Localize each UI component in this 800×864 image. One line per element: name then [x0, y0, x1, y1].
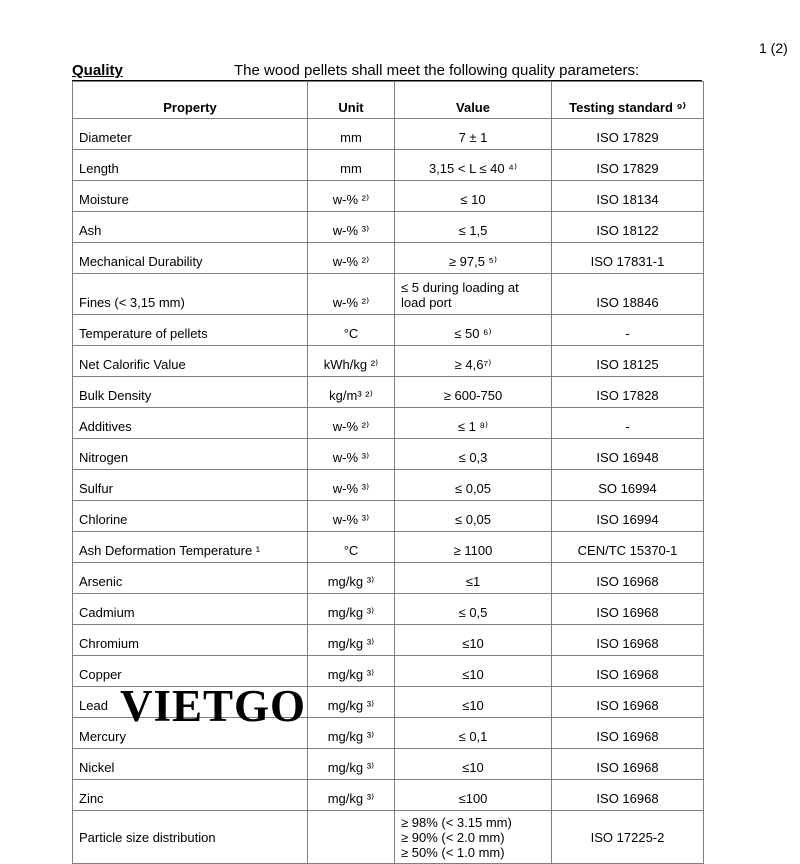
- standard-cell: ISO 16968: [552, 594, 704, 625]
- unit-cell: °C: [308, 315, 395, 346]
- standard-cell: ISO 16968: [552, 780, 704, 811]
- table-header-row: [73, 82, 704, 119]
- standard-cell: ISO 18134: [552, 181, 704, 212]
- value-cell: [395, 274, 552, 315]
- unit-cell: mg/kg ³⁾: [308, 780, 395, 811]
- standard-cell: ISO 16948: [552, 439, 704, 470]
- header-value: Value: [395, 82, 552, 119]
- unit-cell: mg/kg ³⁾: [308, 625, 395, 656]
- value-cell: ≤10: [395, 625, 552, 656]
- property-cell: Lead: [73, 687, 308, 718]
- property-cell: Particle size distribution: [73, 811, 308, 864]
- value-cell: ≤10: [395, 656, 552, 687]
- table-row: [73, 346, 704, 377]
- property-cell: Fines (< 3,15 mm): [73, 274, 308, 315]
- unit-cell: mg/kg ³⁾: [308, 656, 395, 687]
- property-cell: Cadmium: [73, 594, 308, 625]
- value-cell: ≤ 0,05: [395, 470, 552, 501]
- standard-cell: ISO 16968: [552, 563, 704, 594]
- quality-table: [72, 81, 704, 864]
- value-cell: ≥ 97,5 ⁵⁾: [395, 243, 552, 274]
- unit-cell: w-% ²⁾: [308, 408, 395, 439]
- table-row: [73, 532, 704, 563]
- property-cell: Zinc: [73, 780, 308, 811]
- standard-cell: ISO 16968: [552, 687, 704, 718]
- unit-cell: mm: [308, 119, 395, 150]
- standard-cell: ISO 17829: [552, 150, 704, 181]
- property-cell: Net Calorific Value: [73, 346, 308, 377]
- value-cell: ≤ 0,05: [395, 501, 552, 532]
- unit-cell: w-% ³⁾: [308, 501, 395, 532]
- value-cell: ≤ 10: [395, 181, 552, 212]
- unit-cell: mg/kg ³⁾: [308, 594, 395, 625]
- standard-cell: ISO 18846: [552, 274, 704, 315]
- unit-cell: w-% ²⁾: [308, 181, 395, 212]
- property-cell: Bulk Density: [73, 377, 308, 408]
- property-cell: Ash: [73, 212, 308, 243]
- unit-cell: mg/kg ³⁾: [308, 687, 395, 718]
- value-cell: ≥ 1100: [395, 532, 552, 563]
- standard-cell: ISO 16968: [552, 656, 704, 687]
- standard-cell: ISO 17828: [552, 377, 704, 408]
- standard-cell: ISO 17829: [552, 119, 704, 150]
- unit-cell: mg/kg ³⁾: [308, 749, 395, 780]
- property-cell: Moisture: [73, 181, 308, 212]
- standard-cell: ISO 18122: [552, 212, 704, 243]
- header-unit: Unit: [308, 82, 395, 119]
- standard-cell: SO 16994: [552, 470, 704, 501]
- table-row: [73, 470, 704, 501]
- value-cell: ≤ 50 ⁶⁾: [395, 315, 552, 346]
- value-cell: ≥ 600-750: [395, 377, 552, 408]
- standard-cell: ISO 18125: [552, 346, 704, 377]
- unit-cell: mg/kg ³⁾: [308, 563, 395, 594]
- value-line: ≥ 50% (< 1.0 mm): [401, 844, 505, 860]
- value-line: ≤ 5 during loading at: [401, 280, 519, 295]
- property-cell: Mercury: [73, 718, 308, 749]
- table-row: [73, 119, 704, 150]
- property-cell: Nitrogen: [73, 439, 308, 470]
- table-row: [73, 749, 704, 780]
- quality-title: Quality: [72, 62, 123, 79]
- value-cell: 3,15 < L ≤ 40 ⁴⁾: [395, 150, 552, 181]
- value-cell: ≤1: [395, 563, 552, 594]
- table-row: [73, 563, 704, 594]
- value-cell: ≤ 1,5: [395, 212, 552, 243]
- table-row: [73, 274, 704, 315]
- property-cell: Additives: [73, 408, 308, 439]
- value-cell: ≤10: [395, 687, 552, 718]
- property-cell: Mechanical Durability: [73, 243, 308, 274]
- standard-cell: -: [552, 408, 704, 439]
- table-row: [73, 439, 704, 470]
- unit-cell: kg/m³ ²⁾: [308, 377, 395, 408]
- value-cell: [395, 811, 552, 864]
- value-cell: 7 ± 1: [395, 119, 552, 150]
- standard-cell: -: [552, 315, 704, 346]
- value-cell: ≤ 0,3: [395, 439, 552, 470]
- property-cell: Nickel: [73, 749, 308, 780]
- standard-cell: ISO 16968: [552, 718, 704, 749]
- property-cell: Diameter: [73, 119, 308, 150]
- property-cell: Sulfur: [73, 470, 308, 501]
- table-row: [73, 181, 704, 212]
- table-row: [73, 501, 704, 532]
- value-cell: ≤ 0,1: [395, 718, 552, 749]
- unit-cell: mg/kg ³⁾: [308, 718, 395, 749]
- standard-cell: ISO 17225-2: [552, 811, 704, 864]
- table-row: [73, 594, 704, 625]
- unit-cell: kWh/kg ²⁾: [308, 346, 395, 377]
- property-cell: Temperature of pellets: [73, 315, 308, 346]
- value-line: load port: [401, 295, 452, 310]
- unit-cell: w-% ³⁾: [308, 470, 395, 501]
- value-line: ≥ 90% (< 2.0 mm): [401, 829, 505, 845]
- header-property: Property: [73, 82, 308, 119]
- standard-cell: ISO 16968: [552, 749, 704, 780]
- unit-cell: w-% ²⁾: [308, 274, 395, 315]
- table-row: [73, 150, 704, 181]
- property-cell: Length: [73, 150, 308, 181]
- table-row: [73, 811, 704, 864]
- table-row: [73, 408, 704, 439]
- table-row: [73, 315, 704, 346]
- unit-cell: [308, 811, 395, 864]
- property-cell: Chlorine: [73, 501, 308, 532]
- property-cell: Copper: [73, 656, 308, 687]
- value-cell: ≤10: [395, 749, 552, 780]
- unit-cell: w-% ²⁾: [308, 243, 395, 274]
- value-cell: ≤ 1 ⁸⁾: [395, 408, 552, 439]
- property-cell: Arsenic: [73, 563, 308, 594]
- unit-cell: °C: [308, 532, 395, 563]
- value-cell: ≤ 0,5: [395, 594, 552, 625]
- unit-cell: w-% ³⁾: [308, 212, 395, 243]
- table-row: [73, 212, 704, 243]
- vietgo-watermark-logo: VIETGO: [120, 681, 307, 731]
- standard-cell: ISO 17831-1: [552, 243, 704, 274]
- standard-cell: ISO 16994: [552, 501, 704, 532]
- property-cell: Chromium: [73, 625, 308, 656]
- table-row: [73, 625, 704, 656]
- page-number: 1 (2): [759, 40, 788, 56]
- unit-cell: mm: [308, 150, 395, 181]
- standard-cell: ISO 16968: [552, 625, 704, 656]
- header-standard: Testing standard ⁹⁾: [552, 82, 704, 119]
- table-row: [73, 243, 704, 274]
- value-cell: ≤100: [395, 780, 552, 811]
- table-row: [73, 377, 704, 408]
- table-row: [73, 780, 704, 811]
- value-line: ≥ 98% (< 3.15 mm): [401, 814, 512, 830]
- quality-subtitle: The wood pellets shall meet the following quality parameters:: [234, 62, 640, 79]
- property-cell: Ash Deformation Temperature ¹: [73, 532, 308, 563]
- unit-cell: w-% ³⁾: [308, 439, 395, 470]
- standard-cell: CEN/TC 15370-1: [552, 532, 704, 563]
- value-cell: ≥ 4,6⁷⁾: [395, 346, 552, 377]
